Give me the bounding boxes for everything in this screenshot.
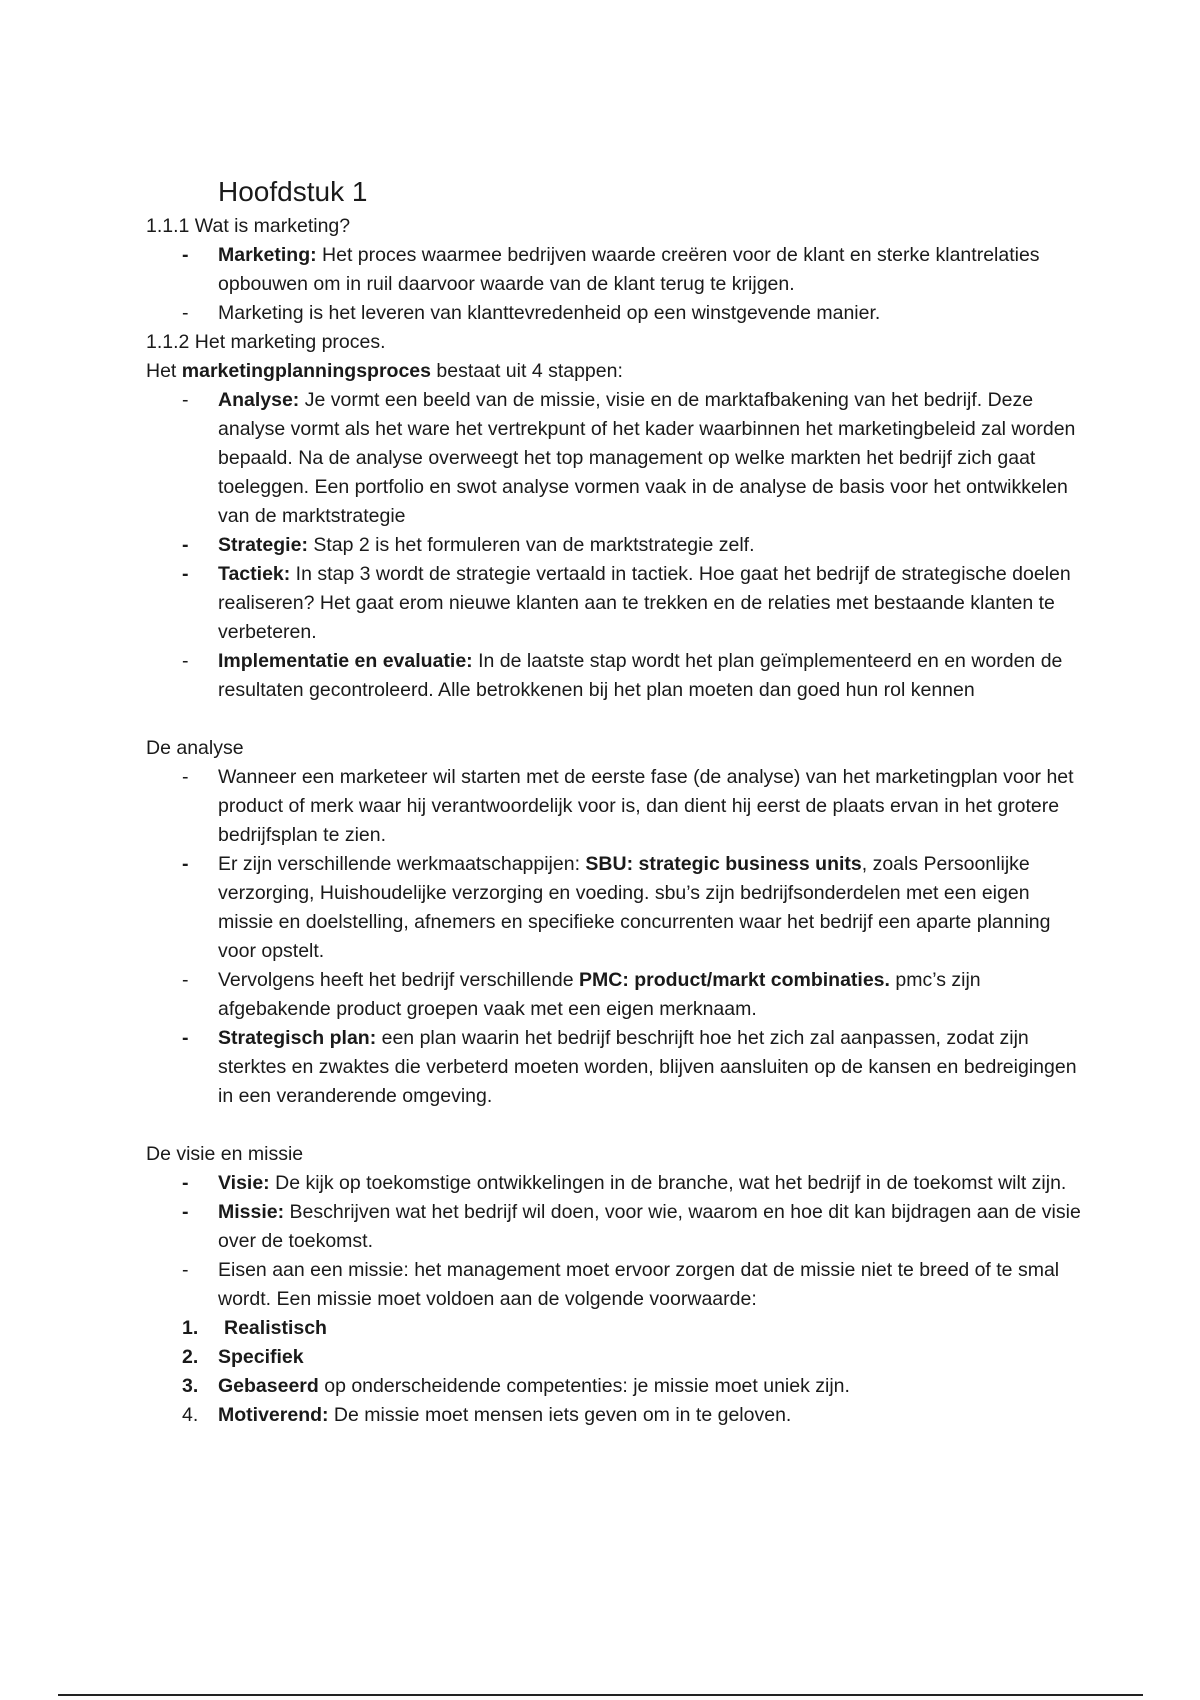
intro-paragraph bbox=[146, 357, 1086, 386]
numbered-item bbox=[146, 1372, 1086, 1401]
term: Motiverend: bbox=[218, 1404, 329, 1426]
bullet-marker: - bbox=[182, 1172, 189, 1194]
intro-text: Het bbox=[146, 360, 182, 382]
list-item bbox=[146, 299, 1086, 328]
bullet-marker: - bbox=[182, 534, 189, 556]
term: Strategie: bbox=[218, 534, 308, 556]
bullet-marker: - bbox=[182, 1259, 189, 1281]
bullet-marker: - bbox=[182, 563, 189, 585]
bullet-list bbox=[146, 1169, 1086, 1314]
list-item bbox=[146, 647, 1086, 705]
bullet-marker: - bbox=[182, 766, 189, 788]
term: Marketing: bbox=[218, 244, 317, 266]
item-text: op onderscheidende competenties: je missie moet uniek zijn. bbox=[318, 1375, 850, 1397]
bullet-marker: - bbox=[182, 244, 189, 266]
number-marker: 2. bbox=[182, 1346, 199, 1368]
list-item bbox=[146, 763, 1086, 850]
list-item bbox=[146, 386, 1086, 531]
item-text: De kijk op toekomstige ontwikkelingen in de branche, wat het bedrijf in de toekomst wilt zijn. bbox=[269, 1172, 1067, 1194]
item-text: Beschrijven wat het bedrijf wil doen, voor wie, waarom en hoe dit kan bijdragen aan de visie over de toekomst. bbox=[218, 1201, 1081, 1252]
item-text: Je vormt een beeld van de missie, visie en de marktafbakening van het bedrijf. Deze analyse vormt als het ware het vertrekpunt of het kader waarbinnen het marketingbeleid zal worden bepaald. Na de analyse overweegt het top management op welke markten het bedrijf zich gaat toeleggen. Een portfolio en swot analyse vormen vaak in de analyse de basis voor het ontwikkelen van de marktstrategie bbox=[218, 389, 1076, 527]
item-text: Er zijn verschillende werkmaatschappijen: bbox=[218, 853, 586, 875]
number-marker: 4. bbox=[182, 1404, 199, 1426]
section-heading: De analyse bbox=[146, 737, 244, 759]
number-marker: 3. bbox=[182, 1375, 199, 1397]
term: SBU: strategic business units bbox=[585, 853, 862, 875]
item-text: , zoals Persoonlijke verzorging, Huishoudelijke verzorging en voeding. sbu’s zijn bedrijfsonderdelen met een eigen missie en doelstelling, afnemers en specifieke concurrenten waar het bedrijf een aparte planning voor opstelt. bbox=[218, 853, 1051, 962]
numbered-list bbox=[146, 1314, 1086, 1430]
bullet-marker: - bbox=[182, 650, 189, 672]
term: PMC: product/markt combinaties. bbox=[578, 969, 890, 991]
spacer bbox=[146, 1111, 1086, 1140]
intro-text: bestaat uit 4 stappen: bbox=[431, 360, 623, 382]
section-heading: De visie en missie bbox=[146, 1143, 304, 1165]
bullet-list bbox=[146, 763, 1086, 1111]
bullet-list bbox=[146, 241, 1086, 328]
number-marker: 1. bbox=[182, 1317, 199, 1339]
document-content bbox=[146, 172, 1086, 1430]
section-heading: 1.1.2 Het marketing proces. bbox=[146, 331, 386, 353]
item-text: De missie moet mensen iets geven om in te geloven. bbox=[328, 1404, 792, 1426]
bullet-marker: - bbox=[182, 853, 189, 875]
term: Strategisch plan: bbox=[218, 1027, 377, 1049]
list-item bbox=[146, 241, 1086, 299]
term: Missie: bbox=[218, 1201, 285, 1223]
numbered-item bbox=[146, 1314, 1086, 1343]
list-item bbox=[146, 1256, 1086, 1314]
list-item bbox=[146, 1169, 1086, 1198]
list-item bbox=[146, 1198, 1086, 1256]
list-item bbox=[146, 850, 1086, 966]
term: marketingplanningsproces bbox=[181, 360, 431, 382]
list-item bbox=[146, 1024, 1086, 1111]
bullet-marker: - bbox=[182, 1201, 189, 1223]
spacer bbox=[146, 705, 1086, 734]
item-text: Eisen aan een missie: het management moet ervoor zorgen dat de missie niet te breed of te smal wordt. Een missie moet voldoen aan de volgende voorwaarde: bbox=[218, 1259, 1060, 1310]
footer-divider bbox=[58, 1694, 1143, 1696]
item-text: Marketing is het leveren van klanttevredenheid op een winstgevende manier. bbox=[218, 302, 881, 324]
bullet-marker: - bbox=[182, 302, 189, 324]
item-text: Vervolgens heeft het bedrijf verschillende bbox=[218, 969, 579, 991]
section-heading: 1.1.1 Wat is marketing? bbox=[146, 215, 351, 237]
numbered-item bbox=[146, 1401, 1086, 1430]
numbered-item bbox=[146, 1343, 1086, 1372]
list-item bbox=[146, 560, 1086, 647]
item-text: In de laatste stap wordt het plan geïmplementeerd en en worden de resultaten gecontroleerd. Alle betrokkenen bij het plan moeten dan goed hun rol kennen bbox=[218, 650, 1063, 701]
term: Analyse: bbox=[218, 389, 300, 411]
term: Realistisch bbox=[224, 1317, 327, 1339]
item-text: een plan waarin het bedrijf beschrijft hoe het zich zal aanpassen, zodat zijn sterktes en zwaktes die verbeterd moeten worden, blijven aansluiten op de kansen en bedreigingen in een veranderende omgeving. bbox=[218, 1027, 1077, 1107]
term: Gebaseerd bbox=[218, 1375, 319, 1397]
list-item bbox=[146, 966, 1086, 1024]
list-item bbox=[146, 531, 1086, 560]
term: Visie: bbox=[218, 1172, 270, 1194]
bullet-marker: - bbox=[182, 969, 189, 991]
term: Implementatie en evaluatie: bbox=[218, 650, 473, 672]
item-text: Stap 2 is het formuleren van de marktstrategie zelf. bbox=[307, 534, 755, 556]
bullet-list bbox=[146, 386, 1086, 705]
page-title: Hoofdstuk 1 bbox=[218, 176, 368, 207]
item-text: pmc’s zijn afgebakende product groepen vaak met een eigen merknaam. bbox=[218, 969, 981, 1020]
term: Tactiek: bbox=[218, 563, 291, 585]
item-text: In stap 3 wordt de strategie vertaald in tactiek. Hoe gaat het bedrijf de strategische doelen realiseren? Het gaat erom nieuwe klanten aan te trekken en de relaties met bestaande klanten te verbeteren. bbox=[218, 563, 1071, 643]
term: Specifiek bbox=[218, 1346, 304, 1368]
item-text: Het proces waarmee bedrijven waarde creëren voor de klant en sterke klantrelaties opbouwen om in ruil daarvoor waarde van de klant terug te krijgen. bbox=[218, 244, 1040, 295]
item-text: Wanneer een marketeer wil starten met de eerste fase (de analyse) van het marketingplan voor het product of merk waar hij verantwoordelijk voor is, dan dient hij eerst de plaats ervan in het grotere bedrijfsplan te zien. bbox=[218, 766, 1074, 846]
bullet-marker: - bbox=[182, 389, 189, 411]
bullet-marker: - bbox=[182, 1027, 189, 1049]
